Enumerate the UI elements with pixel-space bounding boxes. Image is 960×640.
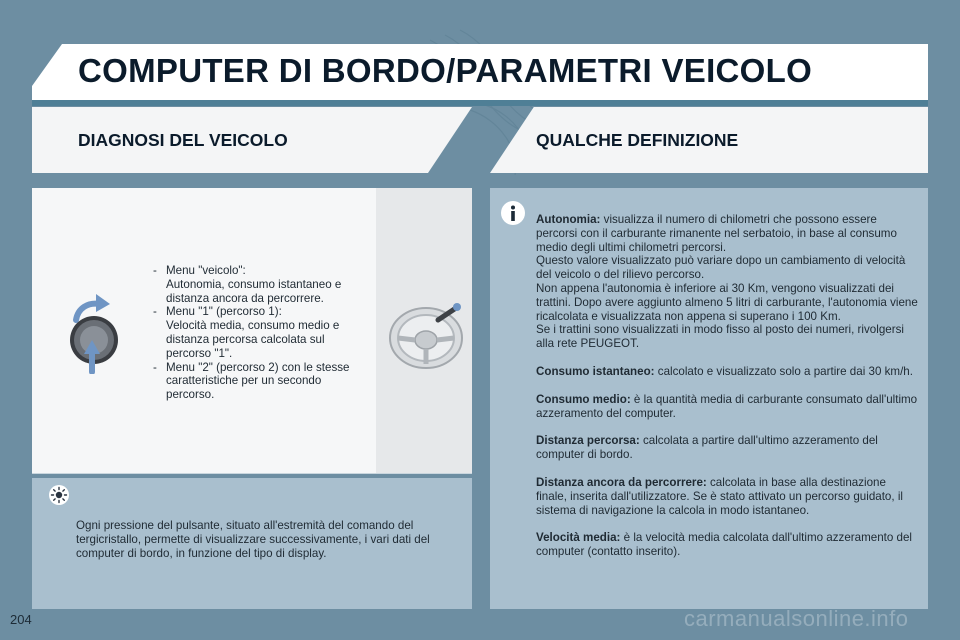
- menu-item-detail: Autonomia, consumo istantaneo e distanza ancora da percorrere.: [166, 277, 342, 305]
- definition-term: Distanza percorsa:: [536, 434, 640, 448]
- menu-item-percorso-1: [150, 305, 365, 360]
- definition-term: Consumo medio:: [536, 392, 631, 406]
- definition-autonomia: [536, 213, 918, 351]
- definition-term: Autonomia:: [536, 213, 601, 226]
- menu-list: [150, 264, 365, 402]
- definition-list: [536, 213, 918, 573]
- page-number: 204: [10, 612, 32, 627]
- definition-text: calcolato e visualizzato solo a partire dai 30 km/h.: [657, 364, 913, 378]
- control-knob-icon: [62, 290, 126, 379]
- definition-extra: Se i trattini sono visualizzati in modo fisso al posto dei numeri, rivolgersi alla rete PEUGEOT.: [536, 323, 904, 351]
- title-underline: [32, 100, 928, 106]
- steering-wheel-icon: [384, 290, 468, 385]
- menu-item-detail: Velocità media, consumo medio e distanza percorsa calcolata sul percorso "1".: [166, 319, 340, 360]
- definition-extra: Questo valore visualizzato può variare dopo un cambiamento di velocità del veicolo o del rilievo percorso.: [536, 254, 906, 282]
- page-title: COMPUTER DI BORDO/PARAMETRI VEICOLO: [78, 52, 813, 89]
- definition-distanza-ancora: [536, 476, 918, 517]
- definition-term: Distanza ancora da percorrere:: [536, 475, 707, 489]
- list-dash: -: [153, 264, 157, 277]
- watermark: carmanualsonline.info: [684, 606, 909, 631]
- list-dash: -: [153, 305, 157, 319]
- tip-text: Ogni pressione del pulsante, situato all'estremità del comando del tergicristallo, permette di visualizzare successivamente, i vari dati del computer di bordo, in funzione del tipo di display.: [76, 519, 430, 561]
- definition-text: visualizza il numero di chilometri che possono essere percorsi con il carburante rimanente nel serbatoio, in base al consumo medio degli ultimi chilometri percorsi.: [536, 213, 897, 254]
- definition-text: calcolata in base alla destinazione finale, inserita dall'utilizzatore. Se è stato attivato un percorso guidato, il sistema di navigazione la calcola in modo istantaneo.: [536, 475, 903, 517]
- lightbulb-icon: [48, 484, 70, 511]
- definition-velocita-media: [536, 531, 918, 559]
- menu-item-percorso-2: [150, 361, 365, 402]
- definition-distanza-percorsa: [536, 434, 918, 462]
- menu-item-veicolo: [150, 264, 365, 305]
- definition-consumo-medio: [536, 393, 918, 421]
- definition-term: Consumo istantaneo:: [536, 364, 655, 378]
- list-dash: -: [153, 360, 157, 374]
- section-title-definizioni: QUALCHE DEFINIZIONE: [536, 130, 739, 150]
- definition-extra: Non appena l'autonomia è inferiore ai 30 Km, vengono visualizzati dei trattini. Dopo avere aggiunto almeno 5 litri di carburante, l'autonomia viene ricalcolata e visualizzata non appena si superano i 100 Km.: [536, 281, 918, 323]
- definition-term: Velocità media:: [536, 531, 621, 545]
- menu-item-label: Menu "1" (percorso 1):: [166, 305, 282, 319]
- info-icon: [500, 200, 526, 231]
- menu-item-label: Menu "2" (percorso 2) con le stesse caratteristiche per un secondo percorso.: [166, 360, 350, 402]
- definition-text: è la velocità media calcolata dall'ultimo azzeramento del computer (contatto inserito).: [536, 531, 912, 559]
- menu-item-label: Menu "veicolo":: [166, 264, 246, 277]
- definition-text: calcolata a partire dall'ultimo azzeramento del computer di bordo.: [536, 434, 878, 462]
- section-title-diagnosi: DIAGNOSI DEL VEICOLO: [78, 130, 288, 150]
- definition-text: è la quantità media di carburante consumato dall'ultimo azzeramento del computer.: [536, 392, 918, 420]
- definition-consumo-istantaneo: [536, 365, 918, 379]
